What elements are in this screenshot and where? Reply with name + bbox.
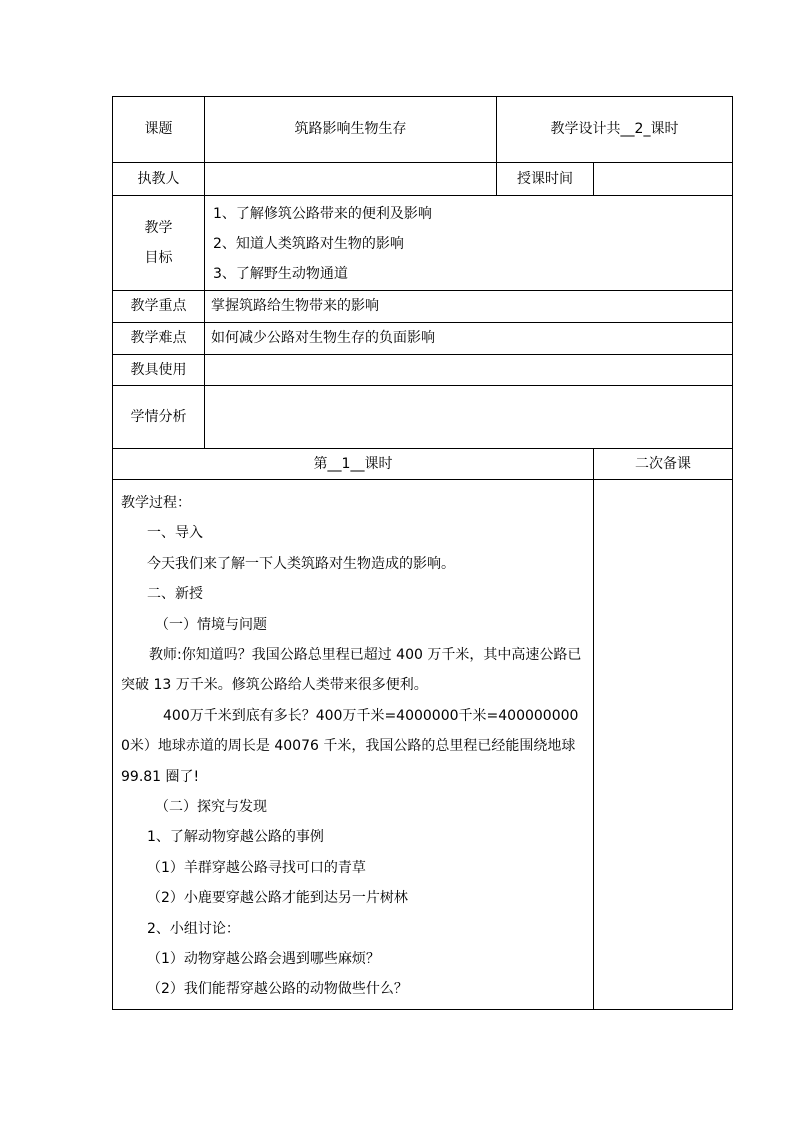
explore-item-1: 1、了解动物穿越公路的事例 — [147, 829, 324, 846]
process-row — [113, 480, 733, 1010]
lesson-plan-table — [112, 96, 733, 1010]
goal-item: 3、了解野生动物通道 — [213, 266, 348, 282]
difficulty-row — [113, 323, 733, 355]
difficulty-label: 教学难点 — [113, 323, 205, 355]
analysis-row — [113, 386, 733, 449]
goals-label-line2: 目标 — [144, 250, 173, 266]
topic-row — [113, 97, 733, 163]
explore-item-1a: （1）羊群穿越公路寻找可口的青草 — [147, 859, 366, 876]
paragraph-road-length: 教师:你知道吗？我国公路总里程已超过 400 万千米，其中高速公路已突破 13 万千米。修筑公路给人类带来很多便利。 — [121, 646, 582, 694]
key-point-value: 掌握筑路给生物带来的影响 — [205, 291, 733, 323]
period-title: 第__1__课时 — [113, 449, 594, 480]
discussion-q1: （1）动物穿越公路会遇到哪些麻烦？ — [147, 950, 380, 967]
goals-row — [113, 196, 733, 291]
goal-item: 1、了解修筑公路带来的便利及影响 — [213, 206, 432, 222]
class-time-label: 授课时间 — [497, 163, 594, 196]
topic-value: 筑路影响生物生存 — [205, 97, 497, 163]
tools-label: 教具使用 — [113, 355, 205, 386]
analysis-label: 学情分析 — [113, 386, 205, 449]
goal-item: 2、知道人类筑路对生物的影响 — [213, 236, 404, 252]
intro-text: 今天我们来了解一下人类筑路对生物造成的影响。 — [147, 555, 455, 572]
goals-label — [113, 196, 205, 291]
topic-label: 课题 — [113, 97, 205, 163]
teaching-process — [113, 480, 594, 1010]
key-point-label: 教学重点 — [113, 291, 205, 323]
section-intro: 一、导入 — [147, 525, 203, 542]
period-row — [113, 449, 733, 480]
explore-item-2: 2、小组讨论： — [147, 920, 240, 937]
teacher-value — [205, 163, 497, 196]
goals-list — [205, 196, 733, 291]
discussion-q2: （2）我们能帮穿越公路的动物做些什么？ — [147, 981, 408, 998]
tools-row — [113, 355, 733, 386]
difficulty-value: 如何减少公路对生物生存的负面影响 — [205, 323, 733, 355]
secondary-prep-notes — [594, 480, 733, 1010]
key-point-row — [113, 291, 733, 323]
teacher-row — [113, 163, 733, 196]
paragraph-equator: 400万千米到底有多长？400万千米=4000000千米=4000000000米）地球赤道的周长是 40076 千米，我国公路的总里程已经能围绕地球 99.81 圈了! — [121, 707, 579, 785]
design-total: 教学设计共__2_课时 — [497, 97, 733, 163]
process-title: 教学过程： — [121, 495, 191, 511]
analysis-value — [205, 386, 733, 449]
class-time-value — [594, 163, 733, 196]
tools-value — [205, 355, 733, 386]
section-new: 二、新授 — [147, 586, 203, 603]
goals-label-line1: 教学 — [144, 220, 173, 236]
teacher-label: 执教人 — [113, 163, 205, 196]
subsection-explore: （二）探究与发现 — [155, 798, 267, 815]
secondary-prep-label: 二次备课 — [594, 449, 733, 480]
subsection-situation: （一）情境与问题 — [155, 616, 267, 633]
explore-item-1b: （2）小鹿要穿越公路才能到达另一片树林 — [147, 890, 408, 907]
